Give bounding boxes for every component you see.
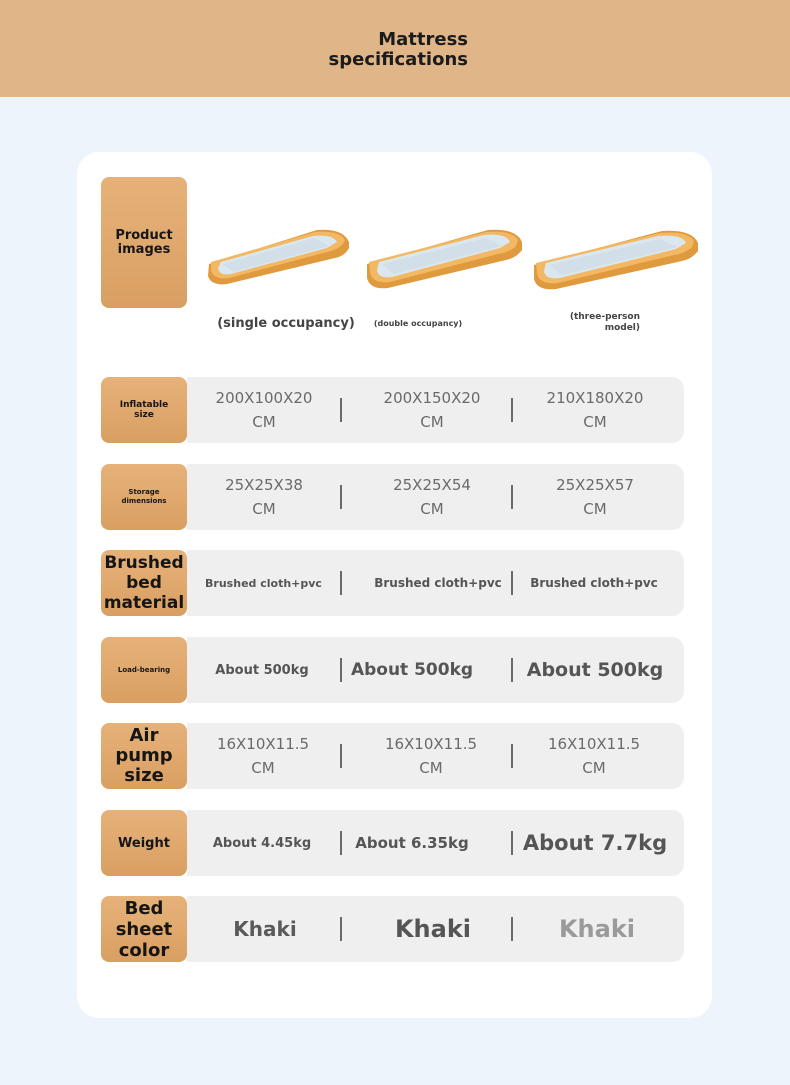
- label-storage-dimensions: [101, 464, 187, 530]
- label-inflatable-size: [101, 377, 187, 443]
- cell-load-triple: About 500kg: [526, 659, 664, 681]
- cell-color-double: Khaki: [394, 915, 472, 943]
- cell-inflatable-size-double: 200X150X20 CM: [383, 389, 481, 431]
- caption-double: (double occupancy): [373, 319, 463, 328]
- cell-storage-triple: 25X25X57 CM: [556, 476, 634, 518]
- label-text: Product images: [115, 227, 173, 257]
- divider: [340, 658, 342, 682]
- label-bed-material: [101, 550, 187, 616]
- cell-material-double: Brushed cloth+pvc: [374, 576, 502, 590]
- label-text: Bed sheet color: [115, 897, 173, 961]
- divider: [511, 571, 513, 595]
- divider: [511, 744, 513, 768]
- label-air-pump-size: [101, 723, 187, 789]
- label-bed-sheet-color: [101, 896, 187, 962]
- cell-storage-double: 25X25X54 CM: [393, 476, 471, 518]
- cell-pump-single: 16X10X11.5 CM: [216, 735, 310, 777]
- mattress-double-icon: [364, 226, 524, 292]
- cell-color-single: Khaki: [233, 917, 297, 941]
- label-product-images: [101, 177, 187, 308]
- cell-load-single: About 500kg: [215, 662, 309, 678]
- divider: [340, 917, 342, 941]
- divider: [511, 917, 513, 941]
- label-text: Air pump size: [115, 725, 173, 786]
- cell-pump-double: 16X10X11.5 CM: [384, 735, 478, 777]
- page-title: Mattress specifications: [328, 29, 468, 70]
- caption-triple: (three-person model): [569, 312, 640, 333]
- label-text: Weight: [118, 835, 170, 851]
- label-text: Brushed bed material: [103, 553, 185, 613]
- divider: [340, 744, 342, 768]
- cell-inflatable-size-triple: 210X180X20 CM: [546, 389, 644, 431]
- divider: [340, 831, 342, 855]
- divider: [511, 658, 513, 682]
- cell-pump-triple: 16X10X11.5 CM: [547, 735, 641, 777]
- label-weight: [101, 810, 187, 876]
- cell-color-triple: Khaki: [558, 915, 636, 943]
- divider: [511, 831, 513, 855]
- label-text: Inflatable size: [119, 400, 169, 420]
- mattress-triple-icon: [532, 227, 700, 293]
- cell-weight-triple: About 7.7kg: [522, 831, 668, 855]
- cell-storage-single: 25X25X38 CM: [225, 476, 303, 518]
- label-load-bearing: [101, 637, 187, 703]
- divider: [511, 485, 513, 509]
- label-text: Storage dimensions: [121, 488, 167, 505]
- divider: [340, 398, 342, 422]
- header-banner: [0, 0, 790, 97]
- divider: [340, 485, 342, 509]
- cell-material-triple: Brushed cloth+pvc: [530, 576, 658, 590]
- cell-material-single: Brushed cloth+pvc: [205, 576, 322, 590]
- cell-inflatable-size-single: 200X100X20 CM: [215, 389, 313, 431]
- caption-single: (single occupancy): [217, 316, 355, 331]
- mattress-single-icon: [205, 226, 353, 288]
- label-text: Load-bearing: [117, 665, 171, 674]
- cell-weight-double: About 6.35kg: [355, 834, 469, 852]
- cell-weight-single: About 4.45kg: [212, 835, 312, 851]
- cell-load-double: About 500kg: [350, 660, 474, 680]
- divider: [511, 398, 513, 422]
- divider: [340, 571, 342, 595]
